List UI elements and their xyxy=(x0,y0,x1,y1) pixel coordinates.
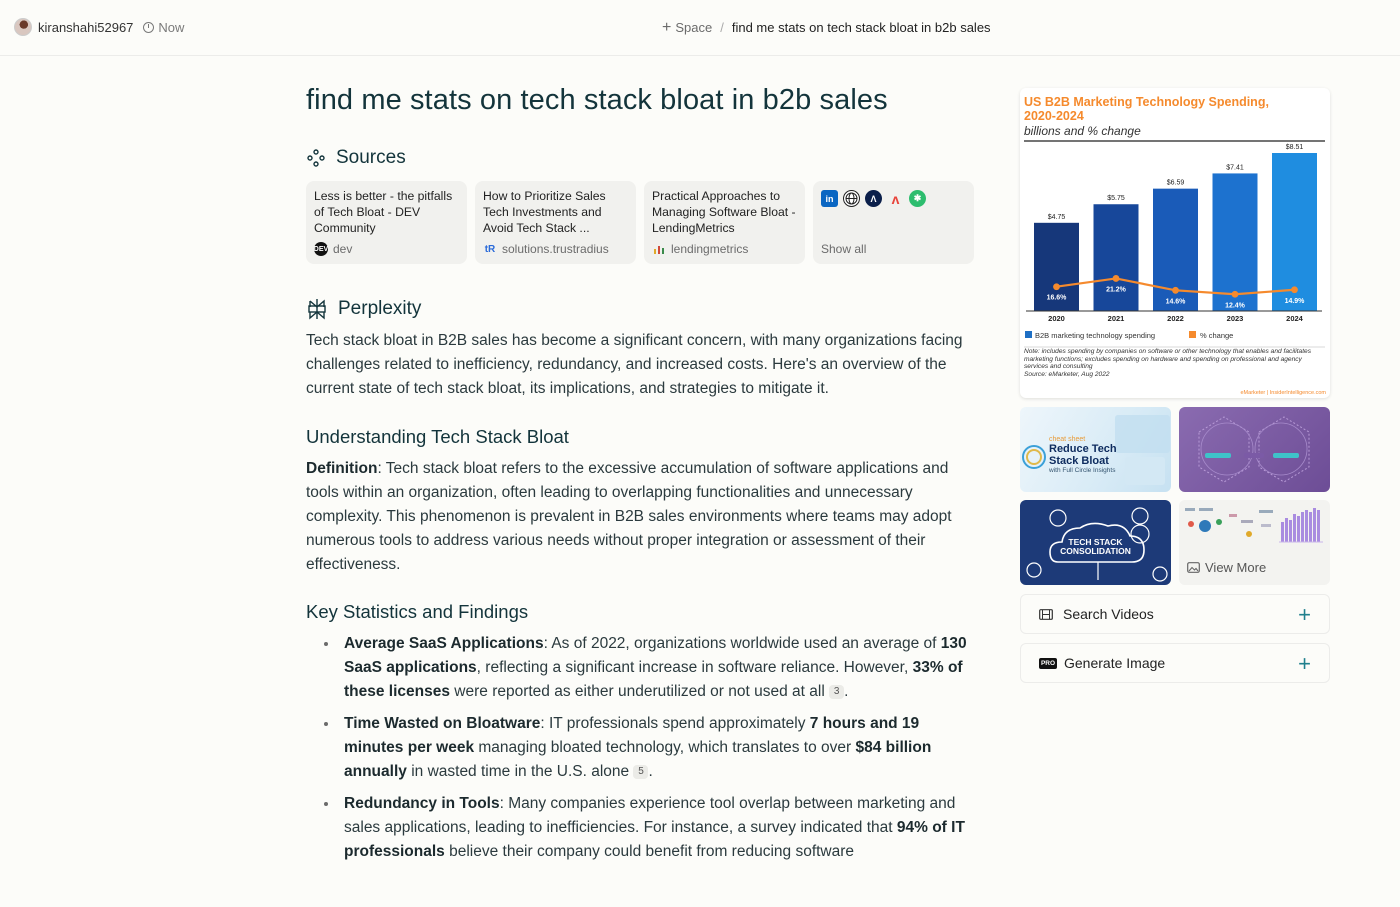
source-site-name: solutions.trustradius xyxy=(502,242,609,256)
thumb-small-text: cheat sheet xyxy=(1049,436,1086,443)
perplexity-heading xyxy=(306,298,976,320)
chart-source: Source: eMarketer, Aug 2022 xyxy=(1024,370,1110,378)
image-icon xyxy=(1187,562,1200,573)
section-heading: Understanding Tech Stack Bloat xyxy=(306,426,569,447)
source-site xyxy=(314,242,352,256)
bullet-label: Redundancy in Tools xyxy=(344,795,500,812)
definition-label: Definition xyxy=(306,460,378,477)
plus-icon: + xyxy=(1298,651,1311,676)
legend-bar-swatch xyxy=(1025,331,1032,338)
change-label: 21.2% xyxy=(1106,286,1126,294)
bar-value-label: $6.59 xyxy=(1166,179,1185,187)
bullet-label: Time Wasted on Bloatware xyxy=(344,715,541,732)
legend-line-swatch xyxy=(1189,331,1196,338)
bar-value-label: $4.75 xyxy=(1047,213,1066,221)
time-label: Now xyxy=(158,19,185,35)
media-column xyxy=(1020,88,1330,683)
list-item xyxy=(306,792,976,864)
sources-list xyxy=(306,181,976,264)
bar-value-label: $5.75 xyxy=(1107,195,1125,203)
source-card[interactable] xyxy=(306,181,467,264)
chart-subtitle: billions and % change xyxy=(1024,124,1141,138)
bullet-text: , reflecting a significant increase in software reliance. However, xyxy=(476,659,913,676)
chart-note-text: Note: includes spending by companies on software or other technology that enables and facilitates marketing functions; excludes spending on hardware and spending on professional and agency services and consulting xyxy=(1024,348,1312,371)
perplexity-icon xyxy=(306,298,328,320)
image-grid xyxy=(1020,407,1330,585)
space-link[interactable] xyxy=(662,20,712,35)
definition-paragraph xyxy=(306,457,976,577)
citation-badge[interactable]: 5 xyxy=(633,765,648,779)
sources-heading xyxy=(306,147,976,169)
bullet-bold: 94% of IT professionals xyxy=(344,819,965,860)
username: kiranshahi52967 xyxy=(38,19,134,35)
breadcrumb-current[interactable]: find me stats on tech stack bloat in b2b sales xyxy=(731,20,991,35)
linkedin-icon: in xyxy=(821,190,838,207)
lendingmetrics-icon xyxy=(652,242,666,256)
chart-plot xyxy=(1026,144,1322,323)
generate-image-button[interactable] xyxy=(1020,643,1330,683)
green-icon: ✱ xyxy=(909,190,926,207)
bullet-text: were reported as either underutilized or not used at all xyxy=(449,683,830,700)
bar-value-label: $8.51 xyxy=(1285,144,1304,151)
spending-chart xyxy=(1020,88,1330,398)
bar-value-label: $7.41 xyxy=(1226,164,1244,172)
change-point xyxy=(1291,286,1298,293)
dev-icon: DEV xyxy=(314,242,328,256)
change-label: 12.4% xyxy=(1225,302,1245,310)
bullet-label: Average SaaS Applications xyxy=(344,635,544,652)
bullet-text: in wasted time in the U.S. alone xyxy=(406,763,634,780)
bullet-text: believe their company could benefit from reducing software xyxy=(444,843,855,860)
bullet-text: : Many companies experience tool overlap between marketing and sales applications, leading to inefficiencies. For instance, a survey indicated that xyxy=(344,795,956,836)
legend-bar-label: B2B marketing technology spending xyxy=(1035,331,1156,340)
a-icon: Λ xyxy=(865,190,882,207)
source-site xyxy=(652,242,748,256)
source-site-name: dev xyxy=(333,242,353,256)
venn-diagram-icon xyxy=(1179,407,1330,492)
source-site xyxy=(483,242,609,256)
generate-image-label: Generate Image xyxy=(1064,655,1166,671)
source-card[interactable] xyxy=(644,181,805,264)
source-title: Practical Approaches to Managing Software Bloat - LendingMetrics xyxy=(652,189,796,235)
thumb-title: Reduce Tech Stack Bloat xyxy=(1049,443,1117,467)
infographic-preview xyxy=(1179,500,1330,550)
source-card[interactable] xyxy=(475,181,636,264)
bullet-text: managing bloated technology, which translates to over xyxy=(474,739,856,756)
pro-badge: PRO xyxy=(1040,659,1056,667)
bullet-bold: 130 SaaS applications xyxy=(344,635,967,676)
x-tick-label: 2020 xyxy=(1048,314,1065,323)
bullet-bold: 7 hours and 19 minutes per week xyxy=(344,715,920,756)
chart-bar xyxy=(1094,204,1139,311)
definition-text: : Tech stack bloat refers to the excessive accumulation of software applications and tools within an organization, often leading to overlapping functionalities and unnecessary complexity. This phenomenon is prevalent in B2B sales environments where teams may adopt numerous tools to address various needs without proper integration or assessment of their effectiveness. xyxy=(306,460,952,573)
chart-bar xyxy=(1213,173,1258,311)
chart-legend xyxy=(1025,331,1233,340)
citation-badge[interactable]: 3 xyxy=(829,685,844,699)
user-info[interactable] xyxy=(14,18,184,36)
x-tick-label: 2022 xyxy=(1167,314,1184,323)
change-point xyxy=(1232,291,1239,298)
x-tick-label: 2024 xyxy=(1286,314,1303,323)
change-label: 14.9% xyxy=(1284,297,1305,305)
bullet-text: . xyxy=(648,763,653,780)
image-thumbnail[interactable] xyxy=(1020,500,1171,585)
thumb-sub: with Full Circle Insights xyxy=(1049,467,1116,474)
film-icon xyxy=(1039,609,1053,620)
legend-line-label: % change xyxy=(1200,331,1234,340)
source-site-name: lendingmetrics xyxy=(671,242,749,256)
breadcrumb-separator: / xyxy=(720,20,724,35)
breadcrumb xyxy=(662,20,991,35)
image-thumbnail[interactable] xyxy=(1020,407,1171,492)
bullet-bold: 33% of these licenses xyxy=(344,659,963,700)
show-all-sources[interactable] xyxy=(813,181,974,264)
search-videos-label: Search Videos xyxy=(1063,606,1154,622)
sources-icon xyxy=(306,148,326,168)
plus-icon: + xyxy=(662,19,672,36)
bullet-text: : IT professionals spend approximately xyxy=(540,715,810,732)
show-all-label: Show all xyxy=(821,242,867,256)
clock-icon xyxy=(143,22,154,33)
chart-title: US B2B Marketing Technology Spending, 2020-2024 xyxy=(1024,95,1269,123)
section-heading: Key Statistics and Findings xyxy=(306,601,529,622)
statistics-list xyxy=(306,632,976,864)
avatar[interactable] xyxy=(14,18,32,36)
bullet-text: . xyxy=(844,683,849,700)
plus-icon: + xyxy=(1298,602,1311,627)
answer-intro: Tech stack bloat in B2B sales has become a significant concern, with many organizations facing challenges related to inefficiency, redundancy, and increased costs. Here's an overview of the current state of tech stack bloat, its implications, and strategies to mitigate it. xyxy=(306,332,963,397)
change-label: 16.6% xyxy=(1046,294,1067,302)
chart-credit: eMarketer | InsiderIntelligence.com xyxy=(1240,390,1326,396)
change-point xyxy=(1113,275,1120,282)
view-more-label: View More xyxy=(1205,560,1267,575)
top-bar xyxy=(0,0,1400,56)
search-videos-button[interactable] xyxy=(1020,594,1330,634)
change-point xyxy=(1053,283,1060,290)
globe-icon xyxy=(843,190,860,207)
list-item xyxy=(306,632,976,704)
source-title: How to Prioritize Sales Tech Investments and Avoid Tech Stack ... xyxy=(483,189,606,235)
timestamp xyxy=(143,20,184,35)
query-title: find me stats on tech stack bloat in b2b sales xyxy=(306,84,888,116)
trustradius-icon: tR xyxy=(484,243,496,255)
x-tick-label: 2021 xyxy=(1107,314,1125,323)
source-title: Less is better - the pitfalls of Tech Bloat - DEV Community xyxy=(314,189,453,235)
chart-note xyxy=(1024,348,1326,386)
space-label: Space xyxy=(675,20,713,35)
a-red-icon: ʌ xyxy=(891,190,900,207)
bullet-text: : As of 2022, organizations worldwide used an average of xyxy=(543,635,941,652)
perplexity-label: Perplexity xyxy=(338,298,422,319)
thumb-title: TECH STACK CONSOLIDATION xyxy=(1060,537,1131,556)
change-point xyxy=(1172,287,1179,294)
chart-image[interactable] xyxy=(1020,88,1330,398)
view-more-button[interactable] xyxy=(1179,500,1330,585)
image-thumbnail[interactable] xyxy=(1179,407,1330,492)
source-icons xyxy=(821,190,966,207)
list-item xyxy=(306,712,976,784)
view-more xyxy=(1187,560,1266,575)
answer-column xyxy=(306,84,976,872)
change-label: 14.6% xyxy=(1165,298,1186,306)
sources-label: Sources xyxy=(336,147,406,168)
bullet-bold: $84 billion annually xyxy=(344,739,932,780)
x-tick-label: 2023 xyxy=(1226,314,1244,323)
